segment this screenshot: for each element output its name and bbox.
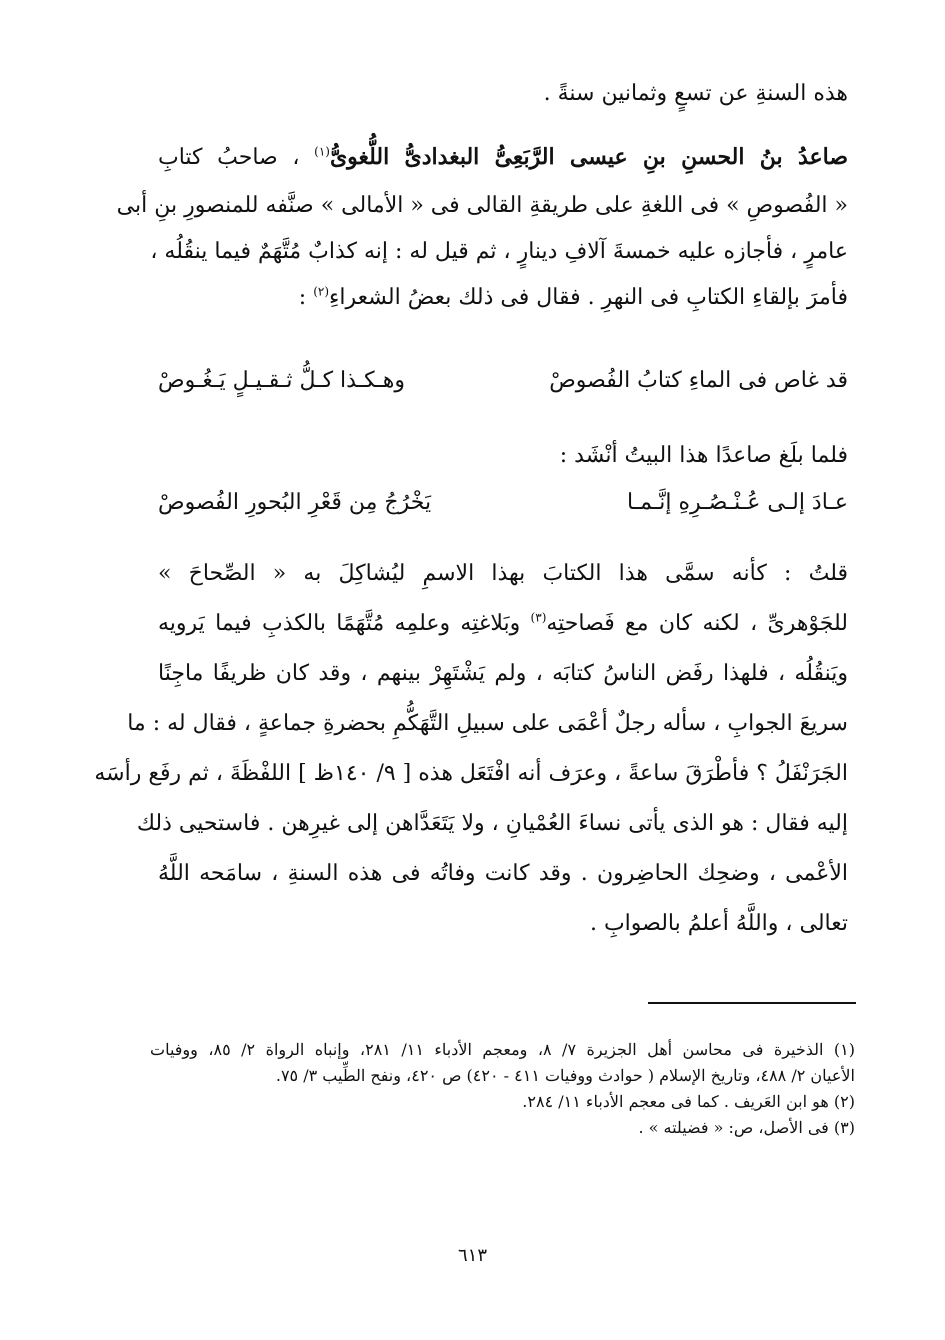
biography-heading-line <box>158 134 848 181</box>
verse-2-second-hemistich: يَخْرُجُ مِن قَعْرِ البُحورِ الفُصوصْ <box>158 490 432 515</box>
page-number: ٦١٣ <box>457 1245 487 1266</box>
entry-name: صاعدُ بنُ الحسنِ بنِ عيسى الرَّبَعِىُّ البغدادىُّ اللُّغوىُّ <box>329 144 849 170</box>
text-line-5-content: فأمرَ بإلقاءِ الكتابِ فى النهرِ . فقال فى ذلك بعضُ الشعراءِ <box>329 285 848 310</box>
footnote-ref-3: (٣) <box>530 610 547 625</box>
para2-line-2b: وبَلاغتِه وعلمِه مُتَّهَمًا بالكذبِ فيما يَرويه <box>158 611 521 636</box>
intro-text: فلما بلَغ صاعدًا هذا البيتُ أنْشَد : <box>559 443 848 468</box>
para2-line-8: تعالى ، واللَّهُ أعلمُ بالصوابِ . <box>589 911 848 936</box>
text-line-3: « الفُصوصِ » فى اللغةِ على طريقةِ القالى فى « الأمالى » صنَّفه للمنصورِ بنِ أبى <box>116 193 848 218</box>
para2-line-5: الجَرَنْفَلُ ؟ فأطْرَقَ ساعةً ، وعرَف أنه افْتَعَل هذه [ ٩/ ١٤٠ظ ] اللفْظَةَ ، ثم رفَع رأسَه <box>94 761 848 786</box>
footnote-separator <box>648 1002 856 1004</box>
colon: : <box>298 285 307 310</box>
para2-line-7: الأعْمى ، وضحِك الحاضِرون . وقد كانت وفاتُه فى هذه السنةِ ، سامَحه اللَّهُ <box>158 861 848 886</box>
para2-line-4: سريعَ الجوابِ ، سأله رجلٌ أعْمَى على سبيلِ التَّهَكُّمِ بحضرةِ جماعةٍ ، فقال له : ما <box>127 711 848 736</box>
footnote-2: (٢) هو ابن العَريف . كما فى معجم الأدباء ١١/ ٢٨٤. <box>522 1092 855 1111</box>
text-line-1: هذه السنةِ عن تسعٍ وثمانين سنةً . <box>543 81 848 106</box>
para2-line-2a: للجَوْهرىِّ ، لكنه كان مع فَصاحتِه <box>546 611 848 636</box>
entry-rest: ، صاحبُ كتابِ <box>158 145 300 170</box>
verse-2-first-hemistich: عـادَ إلـى عُـنْـصُـرِهِ إنَّـمـا <box>626 490 848 515</box>
footnote-3: (٣) فى الأصل، ص: « فضيلته » . <box>638 1118 855 1137</box>
text-line-4: عامرٍ ، فأجازه عليه خمسةَ آلافِ دينارٍ ، ثم قيل له : إنه كذابٌ مُتَّهَمٌ فيما ينقُلُه ، <box>150 239 848 264</box>
verse-1 <box>158 368 848 408</box>
text-line-3-content: الفُصوصِ » فى اللغةِ على طريقةِ القالى فى « الأمالى » صنَّفه للمنصورِ بنِ أبى <box>116 193 828 218</box>
verse-1-second-hemistich: وهـكـذا كـلُّ ثـقـيـلٍ يَـغُـوصْ <box>158 368 405 393</box>
footnote-ref-2: (٢) <box>313 284 330 299</box>
intro-line-text <box>158 432 848 479</box>
verse-1-first-hemistich: قد غاص فى الماءِ كتابُ الفُصوصْ <box>549 368 848 393</box>
footnote-1-line-1: (١) الذخيرة فى محاسن أهل الجزيرة ٧/ ٨، ومعجم الأدباء ١١/ ٢٨١، وإنباه الرواة ٢/ ٨٥، ووفيات <box>150 1040 856 1059</box>
para2-line-3: ويَنقُلُه ، فلهذا رفَض الناسُ كتابَه ، ولم يَشْتَهِرْ بينهم ، وقد كان ظريفًا ماجِنًا <box>158 661 848 686</box>
para2-line-2 <box>158 600 848 647</box>
para2-line-1: قلتُ : كأنه سمَّى هذا الكتابَ بهذا الاسمِ ليُشاكِلَ به « الصِّحاحَ » <box>158 561 848 586</box>
verse-2 <box>158 490 848 530</box>
footnote-ref-1: (١) <box>314 144 330 159</box>
text-line-5 <box>158 274 848 321</box>
footnote-1-line-2: الأعيان ٢/ ٤٨٨، وتاريخ الإسلام ( حوادث ووفيات ٤١١ - ٤٢٠) ص ٤٢٠، ونفح الطِّيب ٣/ ٧٥. <box>275 1066 855 1085</box>
para2-line-6: إليه فقال : هو الذى يأتى نساءَ العُمْيانِ ، ولا يَتَعَدَّاهن إلى غيرِهن . فاستحيى ذلك <box>136 811 848 836</box>
